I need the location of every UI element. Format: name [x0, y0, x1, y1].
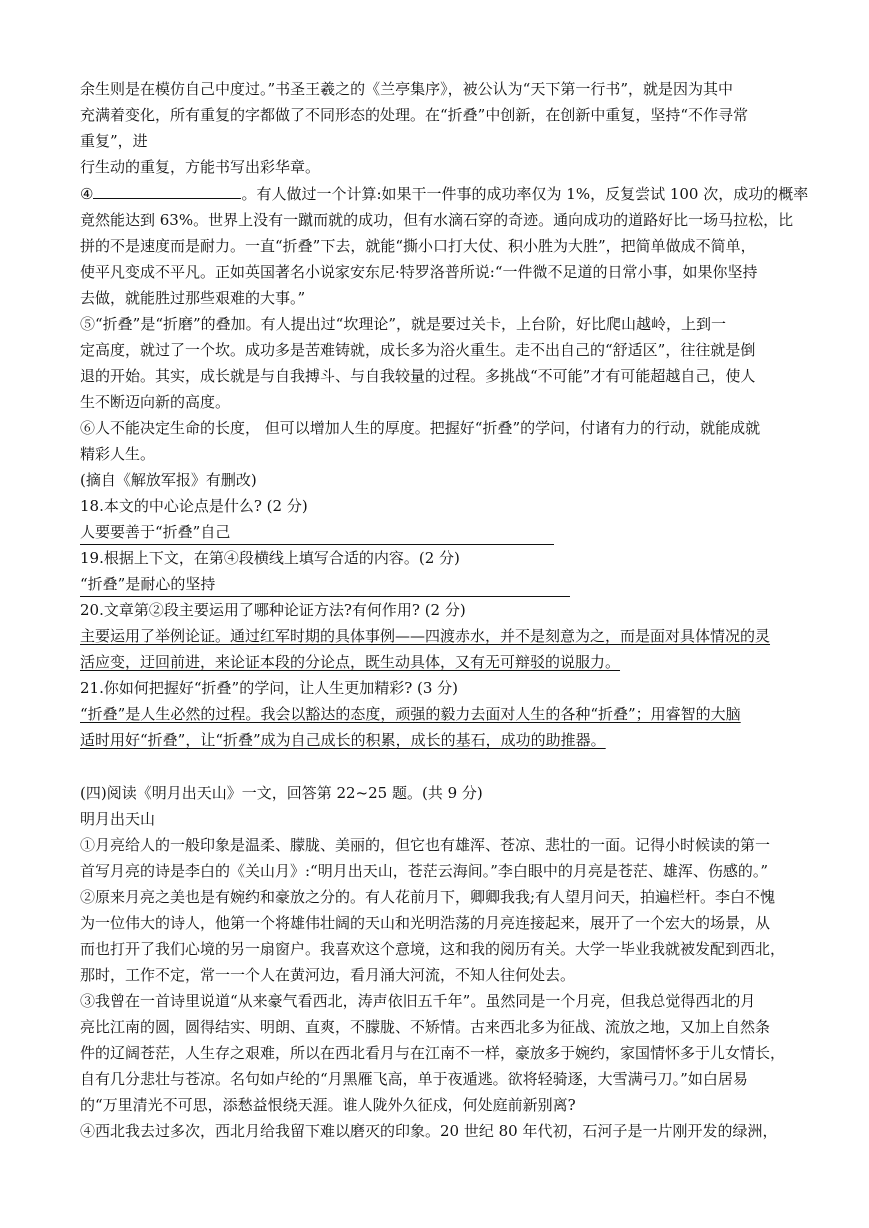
section-gap [80, 753, 792, 780]
text-line: 充满着变化，所有重复的字都做了不同形态的处理。在“折叠”中创新，在创新中重复，坚持“不作寻常 [80, 106, 749, 124]
document-page [80, 76, 809, 1144]
text-line: ②原来月亮之美也是有婉约和豪放之分的。有人花前月下，卿卿我我;有人望月问天，拍遍栏杆。李白不愧 [80, 888, 776, 906]
text-line: 自有几分悲壮与苍凉。名句如卢纶的“月黑雁飞高，单于夜遁逃。欲将轻骑逐，大雪满弓刀。”如白居易 [80, 1070, 748, 1088]
question-18: 18.本文的中心论点是什么? (2 分) [80, 497, 308, 515]
text-line: 拼的不是速度而是耐力。一直“折叠”下去，就能“撕小口打大仗、积小胜为大胜”，把简单做成不简单， [80, 237, 756, 255]
question-19: 19.根据上下文，在第④段横线上填写合适的内容。(2 分) [80, 549, 460, 567]
fill-in-blank [93, 180, 241, 199]
answer-20-line-2: 活应变，迂回前进，来论证本段的分论点，既生动具体，又有无可辩驳的说服力。 [80, 653, 621, 671]
text-line: 首写月亮的诗是李白的《关山月》:“明月出天山，苍茫云海间。”李白眼中的月亮是苍茫、雄浑、伤感的。” [80, 862, 769, 880]
source-note: (摘自《解放军报》有删改) [80, 471, 257, 489]
answer-21-line-2: 适时用好“折叠”，让“折叠”成为自己成长的积累，成长的基石，成功的助推器。 [80, 731, 606, 749]
text-line: 为一位伟大的诗人，他第一个将雄伟壮阔的天山和光明浩荡的月亮连接起来，展开了一个宏大的场景，从 [80, 914, 771, 932]
text-line: 精彩人生。 [80, 445, 156, 463]
text-line: 竟然能达到 63%。世界上没有一蹴而就的成功，但有水滴石穿的奇迹。通向成功的道路好比一场马拉松，比 [80, 211, 794, 229]
answer-19: “折叠”是耐心的坚持 [80, 572, 570, 597]
answer-18-line [80, 519, 792, 545]
text-line: 定高度，就过了一个坎。成功多是苦难铸就，成长多为浴火重生。走不出自己的“舒适区”，往往就是倒 [80, 341, 756, 359]
paragraph-4-first-line [80, 180, 809, 207]
answer-18: 人要要善于“折叠”自己 [80, 520, 554, 545]
text-line: 行生动的重复，方能书写出彩华章。 [80, 158, 321, 176]
text-line: 重复”，进 [80, 132, 148, 150]
text-line: ⑤“折叠”是“折磨”的叠加。有人提出过“坎理论”，就是要过关卡，上台阶，好比爬山越岭，上到一 [80, 315, 727, 333]
question-20: 20.文章第②段主要运用了哪种论证方法?有何作用? (2 分) [80, 601, 466, 619]
text-line: 生不断迈向新的高度。 [80, 393, 231, 411]
text-line: 件的辽阔苍茫，人生存之艰难，所以在西北看月与在江南不一样，豪放多于婉约，家国情怀多于儿女情长， [80, 1044, 786, 1062]
question-21: 21.你如何把握好“折叠”的学问，让人生更加精彩? (3 分) [80, 679, 459, 697]
text-line: 去做，就能胜过那些艰难的大事。” [80, 289, 306, 307]
text-line: ④西北我去过多次，西北月给我留下难以磨灭的印象。20 世纪 80 年代初，石河子是一片刚开发的绿洲， [80, 1122, 778, 1140]
text-line: 亮比江南的圆，圆得结实、明朗、直爽，不朦胧、不矫情。古来西北多为征战、流放之地，又加上自然条 [80, 1018, 771, 1036]
paragraph-number: ④ [80, 185, 94, 203]
text-line: ⑥人不能决定生命的长度， 但可以增加人生的厚度。把握好“折叠”的学问，付诸有力的行动，就能成就 [80, 419, 761, 437]
answer-21-line-1: “折叠”是人生必然的过程。我会以豁达的态度，顽强的毅力去面对人生的各种“折叠”；用睿智的大脑 [80, 705, 741, 723]
text-line: 那时，工作不定，常一一个人在黄河边，看月涌大河流，不知人往何处去。 [80, 966, 576, 984]
text-line: 退的开始。其实，成长就是与自我搏斗、与自我较量的过程。多挑战“不可能”才有可能超越自己，使人 [80, 367, 756, 385]
section-4-heading: (四)阅读《明月出天山》一文，回答第 22~25 题。(共 9 分) [80, 784, 483, 802]
text-line: 使平凡变成不平凡。正如英国著名小说家安东尼·特罗洛普所说:“一件微不足道的日常小事，如果你坚持 [80, 263, 758, 281]
article-title: 明月出天山 [80, 810, 156, 828]
answer-19-line [80, 571, 792, 597]
text-line: ①月亮给人的一般印象是温柔、朦胧、美丽的，但它也有雄浑、苍凉、悲壮的一面。记得小时候读的第一 [80, 836, 771, 854]
text-fragment: 。有人做过一个计算:如果干一件事的成功率仅为 1%，反复尝试 100 次，成功的概率 [241, 185, 809, 203]
text-line: 的“万里清光不可思，添愁益恨绕天涯。谁人陇外久征戍，何处庭前新别离? [80, 1096, 576, 1114]
text-line: 余生则是在模仿自己中度过。”书圣王羲之的《兰亭集序》，被公认为“天下第一行书”，就是因为其中 [80, 80, 734, 98]
text-line: ③我曾在一首诗里说道“从来豪气看西北，涛声依旧五千年”。虽然同是一个月亮，但我总觉得西北的月 [80, 992, 756, 1010]
text-line: 而也打开了我们心境的另一扇窗户。我喜欢这个意境，这和我的阅历有关。大学一毕业我就被发配到西北， [80, 940, 786, 958]
answer-20-line-1: 主要运用了举例论证。通过红军时期的具体事例——四渡赤水，并不是刻意为之，而是面对具体情况的灵 [80, 627, 771, 645]
